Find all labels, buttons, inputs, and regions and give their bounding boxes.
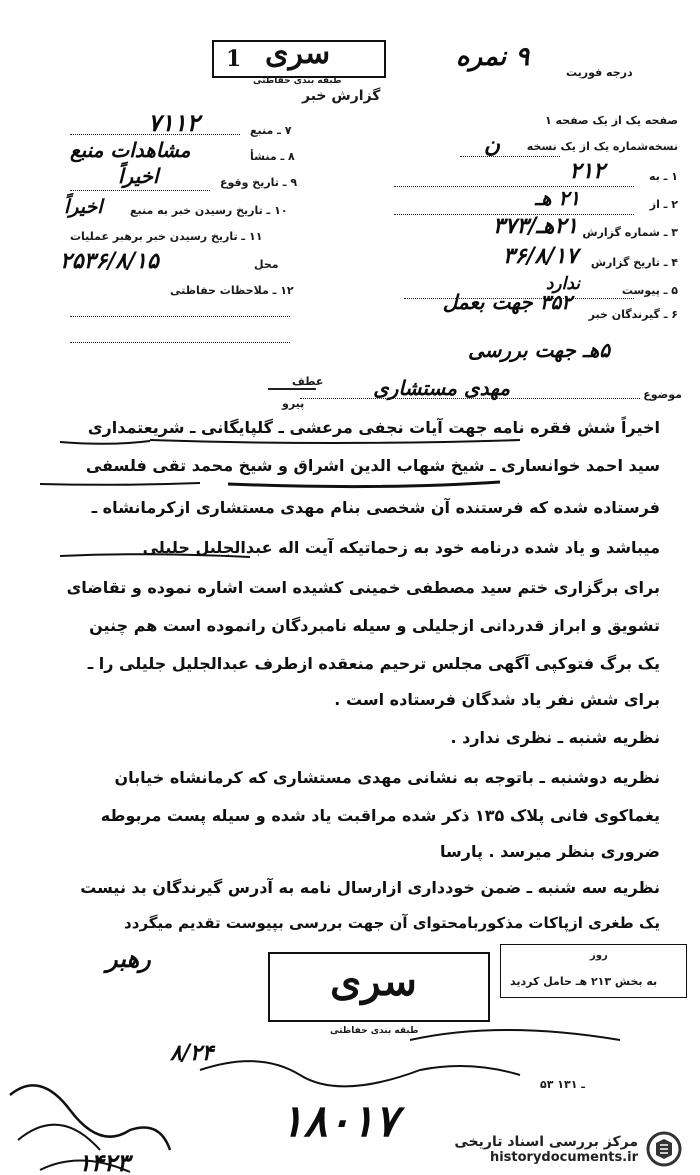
body-line: تشویق و ابراز قدردانی ازجلیلی و سیله نامبردگان رانموده است هم چنین <box>89 616 660 635</box>
watermark-url[interactable]: historydocuments.ir <box>489 1149 638 1165</box>
field-label: ۶ ـ گیرندگان خبر <box>588 308 678 321</box>
field-label: صفحه یک از یک صفحه ۱ <box>544 114 678 127</box>
opinion-line: نظریه دوشنبه ـ باتوجه به نشانی مهدی مستشاری که کرمانشاه خیابان <box>114 768 660 787</box>
subject-dots <box>300 398 640 399</box>
field-dots <box>460 156 560 157</box>
report-title: گزارش خبر <box>302 88 381 104</box>
field-label: ۲ ـ از <box>649 198 678 211</box>
body-line: اخیراً شش فقره نامه جهت آیات نجفی مرعشی ـ گلپایگانی ـ شریعتمداری <box>87 418 660 437</box>
field-label: ۸ ـ منشأ <box>250 150 295 163</box>
field-label: ۹ ـ تاریخ وقوع <box>220 176 298 189</box>
bottom-handwriting-corner: ۱۴۲۳ <box>78 1148 130 1175</box>
field-value: اخیراً <box>118 164 159 188</box>
body-line: سید احمد خوانساری ـ شیخ شهاب الدین اشراق و شیخ محمد تقی فلسفی <box>85 456 660 475</box>
registry-line-1: روز <box>590 950 608 961</box>
field-label: ۱۱ ـ تاریخ رسیدن خبر برهبر عملیات <box>70 230 263 243</box>
opinion-line: نظریه سه شنبه ـ ضمن خودداری ازارسال نامه به آدرس گیرندگان بد نیست <box>80 878 660 897</box>
opinion-line: نظریه شنبه ـ نظری ندارد . <box>450 728 660 747</box>
urgency-label: درجه فوریت <box>566 66 633 79</box>
subject-value: مهدی مستشاری <box>373 376 510 400</box>
field-value: اخیراً <box>64 196 103 218</box>
peyro-label: پیرو <box>282 397 305 410</box>
field-label: ۱۰ ـ تاریخ رسیدن خبر به منبع <box>130 204 288 217</box>
archive-logo-icon <box>646 1131 682 1167</box>
bottom-handwriting-number: ۱۸۰۱۷ <box>280 1096 399 1147</box>
field-label: ۱۲ ـ ملاحظات حفاظتی <box>170 284 294 297</box>
field-value: ن <box>483 132 500 158</box>
body-line: برای برگزاری ختم سید مصطفی خمینی کشیده است اشاره نموده و تقاضای <box>66 578 660 597</box>
field-label: ۴ ـ تاریخ گزارش <box>590 256 678 269</box>
field-value: ۳۵۲ جهت بعمل <box>442 290 572 314</box>
handwritten-signature: رهبر <box>106 944 151 973</box>
body-line: برای شش نفر یاد شدگان فرستاده است . <box>334 690 660 709</box>
field-value: مشاهدات منبع <box>70 138 191 162</box>
field-dots <box>70 342 290 343</box>
recipient-extra: ۵هـ جهت بررسی <box>468 338 610 362</box>
classification-number: 1 <box>226 46 242 72</box>
registry-line-2: به بخش ۲۱۳ هـ حامل کردید <box>510 975 658 988</box>
body-line: فرستاده شده که فرستنده آن شخصی بنام مهدی مستشاری ازکرمانشاه ـ <box>91 498 660 517</box>
field-label: ۱ ـ به <box>649 170 678 183</box>
field-label: محل <box>254 258 279 271</box>
watermark-title: مرکز بررسی اسناد تاریخی <box>454 1133 638 1150</box>
field-label: نسخه‌شماره یک از یک نسخه <box>526 140 678 153</box>
classification-stamp: سری <box>265 36 331 71</box>
field-label: ۷ ـ منبع <box>250 124 292 137</box>
field-value: ۲۱۲ <box>569 158 605 184</box>
bottom-handwriting-date: ۸/۲۴ <box>170 1040 214 1066</box>
field-value: ۲۵۳۶/۸/۱۵ <box>60 248 159 274</box>
urgency-value: ۹ نمره <box>456 42 530 72</box>
field-value: ۲۱ هـ <box>535 186 580 210</box>
field-dots <box>70 190 210 191</box>
body-line: میباشد و یاد شده درنامه خود به زحماتیکه آیت اله عبدالجلیل جلیلی <box>142 538 660 557</box>
field-dots <box>394 186 634 187</box>
field-dots <box>70 134 240 135</box>
field-value: ۷۱۱۲ <box>148 108 200 137</box>
field-label: ۵ ـ پیوست <box>621 284 678 297</box>
field-value: ۲۱هـ/۳۷۳ <box>492 213 578 239</box>
atf-rule <box>268 388 316 390</box>
subject-label: موضوع <box>643 388 682 401</box>
field-dots <box>70 316 290 317</box>
field-value: ۳۶/۸/۱۷ <box>502 243 578 269</box>
classification-label: طبقه بندی حفاظتی <box>253 76 342 86</box>
field-label: ۳ ـ شماره گزارش <box>582 226 678 239</box>
bottom-stamp-caption: طبقه بندی حفاظتی <box>330 1026 419 1036</box>
watermark <box>454 1131 682 1167</box>
opinion-line: یغماکوی فانی پلاک ۱۳۵ ذکر شده مراقبت یاد شده و سیله پست مربوطه <box>100 806 660 825</box>
opinion-line: یک طغری ازپاکات مذکوربامحتوای آن جهت بررسی بپیوست تقدیم میگردد <box>124 914 660 932</box>
bottom-stamp: سری <box>330 958 417 1005</box>
field-value: ندارد <box>545 274 580 294</box>
bottom-reference-number: ۵۳ ـ ۱۳۱ <box>540 1078 586 1091</box>
body-line: یک برگ فتوکپی آگهی مجلس ترحیم منعقده ازطرف عبدالجلیل جلیلی را ـ <box>87 654 660 673</box>
opinion-line: ضروری بنظر میرسد . پارسا <box>439 842 660 861</box>
atf-label: عطف <box>292 375 324 388</box>
